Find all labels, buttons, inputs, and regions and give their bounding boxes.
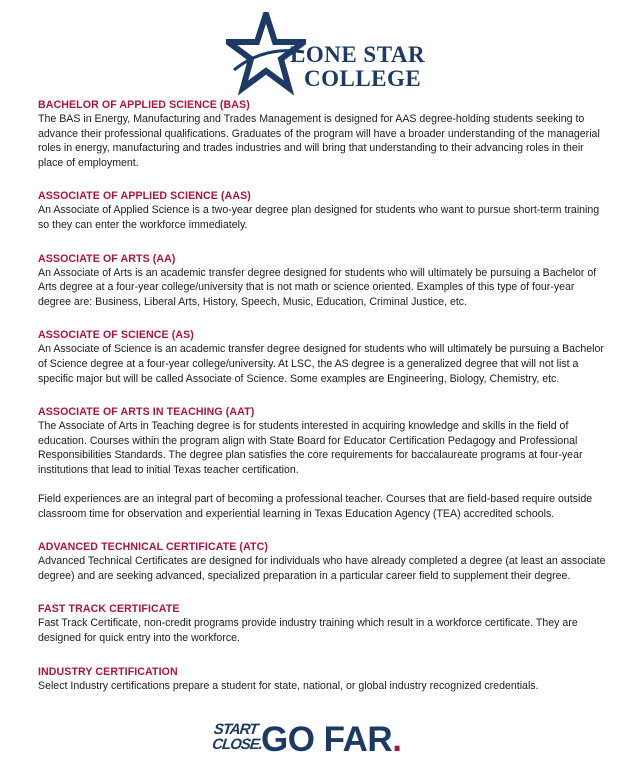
section-heading: ASSOCIATE OF APPLIED SCIENCE (AAS) bbox=[38, 190, 251, 203]
section-paragraph: The Associate of Arts in Teaching degree is for students interested in acquiring knowledge and skills in the field of education. Courses within the program align with State Board for Educator Certification Pedagogy and Professional Responsibilities Standards. The degree plan satisfies the core requirements for baccalaureate programs at four-year institutions that lead to initial Texas teacher certification. bbox=[38, 420, 583, 476]
lone-star-college-logo bbox=[226, 12, 436, 96]
start-close-mark bbox=[211, 721, 263, 753]
go-far-text bbox=[261, 720, 401, 760]
section-heading: ASSOCIATE OF ARTS IN TEACHING (AAT) bbox=[38, 406, 255, 419]
section-heading: ASSOCIATE OF SCIENCE (AS) bbox=[38, 329, 194, 342]
section-heading: ADVANCED TECHNICAL CERTIFICATE (ATC) bbox=[38, 541, 268, 554]
degree-descriptions bbox=[38, 98, 610, 712]
section-paragraph: An Associate of Applied Science is a two-year degree plan designed for students who want to pursue short-term training so they can enter the workforce immediately. bbox=[38, 204, 600, 231]
section-heading: BACHELOR OF APPLIED SCIENCE (BAS) bbox=[38, 99, 250, 111]
go-far-slogan: GO FAR bbox=[261, 720, 393, 759]
section-as bbox=[38, 328, 610, 386]
logo-text-line1: LONE STAR bbox=[290, 42, 426, 67]
close-text: CLOSE. bbox=[211, 736, 263, 753]
section-paragraph: An Associate of Science is an academic transfer degree designed for students who will ultimately be pursuing a Bachelor of Science degree at a four-year college/university. At LSC, the AS degree is a generalized degree that will not list a specific major but will be called Associate of Science. Some examples are Engineering, Biology, Chemistry, etc. bbox=[38, 343, 604, 385]
section-paragraph: Advanced Technical Certificates are designed for individuals who have already completed a degree (at least an associate degree) and are seeking advanced, specialized preparation in a particular career field to supplement their degree. bbox=[38, 555, 606, 582]
section-aas bbox=[38, 189, 610, 232]
section-bas bbox=[38, 98, 610, 170]
section-paragraph: An Associate of Arts is an academic transfer degree designed for students who will ultimately be pursuing a Bachelor of Arts degree at a four-year college/university that is not math or science oriented. Examples of this type of four-year degree are: Business, Liberal Arts, History, Speech, Music, Education, Criminal Justice, etc. bbox=[38, 266, 597, 308]
section-paragraph: Field experiences are an integral part of becoming a professional teacher. Courses that are field-based require outside classroom time for observation and experiential learning in Texas Education Agency (TEA) accredited schools. bbox=[38, 493, 593, 520]
go-far-dot: . bbox=[392, 720, 402, 759]
section-paragraph: The BAS in Energy, Manufacturing and Trades Management is designed for AAS degree-holding students seeking to advance their professional qualifications. Graduates of the program will have a broader understanding of the managerial roles in energy, manufacturing and trades industries and will bring that understanding to their advancing roles in their place of employment. bbox=[38, 113, 600, 169]
section-heading: ASSOCIATE OF ARTS (AA) bbox=[38, 252, 176, 265]
section-heading: INDUSTRY CERTIFICATION bbox=[38, 665, 178, 678]
section-heading: FAST TRACK CERTIFICATE bbox=[38, 603, 180, 616]
section-aat bbox=[38, 405, 610, 521]
section-paragraph: Fast Track Certificate, non-credit programs provide industry training which result in a workforce certificate. They are designed for quick entry into the workforce. bbox=[38, 617, 578, 644]
start-text: START bbox=[212, 721, 259, 738]
logo-text-line2: COLLEGE bbox=[304, 66, 422, 91]
section-atc bbox=[38, 540, 610, 583]
section-paragraph: Select Industry certifications prepare a student for state, national, or global industry recognized credentials. bbox=[38, 679, 539, 692]
section-aa bbox=[38, 252, 610, 310]
section-fast-track bbox=[38, 602, 610, 645]
section-industry-certification bbox=[38, 665, 610, 694]
start-close-go-far-slogan bbox=[211, 718, 451, 766]
